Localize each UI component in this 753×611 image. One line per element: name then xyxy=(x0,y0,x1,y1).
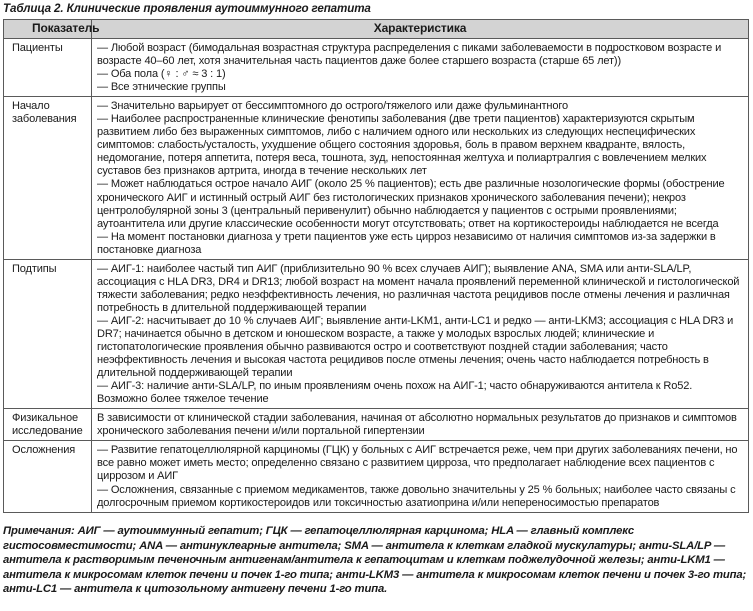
row-line: — Осложнения, связанные с приемом медикаментов, также довольно значительны у 25 % больных; наиболее часто связаны с долгосрочным приемом кортикостероидов или токсичностью азатиоприна и/или непереносимостью препаратов xyxy=(97,483,736,509)
table-row xyxy=(4,97,749,260)
row-label: Подтипы xyxy=(4,259,92,409)
table-row xyxy=(4,441,749,512)
table-header-row xyxy=(4,20,749,39)
row-label: Начало заболевания xyxy=(4,97,92,260)
notes-text: АИГ — аутоиммунный гепатит; ГЦК — гепатоцеллюлярная карцинома; HLA — главный комплекс гистосовместимости; ANA — антинуклеарные антитела; SMA — антитела к клеткам гладкой мускулатуры; анти-SLA/LP — антитела к растворимым печеночным антигенам/антитела к гепатоцитам и клеткам поджелудочной железы; анти-LKM1 — антитела к микросомам клеток печени и почек 1-го типа; анти-LKM3 — антитела к микросомам клеток печени и почек 3-го типа; анти-LC1 — антитела к цитозольному антигену печени 1-го типа. xyxy=(3,525,747,596)
row-line: — Любой возраст (бимодальная возрастная структура распределения с пиками заболеваемости в подростковом возрасте и возрасте 40–60 лет, хотя значительная часть пациентов даже более старшего возраста (старше 65 лет)) xyxy=(97,42,722,68)
table-row xyxy=(4,259,749,409)
row-line: — Значительно варьирует от бессимптомного до острого/тяжелого или даже фульминантного xyxy=(97,100,568,113)
header-characteristic: Характеристика xyxy=(92,20,749,39)
row-content xyxy=(92,97,749,260)
row-line: — АИГ-3: наличие анти-SLA/LP, по иным проявлениям очень похож на АИГ-1; часто обнаруживаются антитела к Ro52. Возможно более тяжелое течение xyxy=(97,380,693,406)
row-line: В зависимости от клинической стадии заболевания, начиная от абсолютно нормальных результатов до признаков и симптомов хронического заболевания печени и/или портальной гипертензии xyxy=(97,412,737,438)
row-label: Физикальное исследование xyxy=(4,409,92,441)
row-line: — Все этнические группы xyxy=(97,81,226,94)
table-caption: Таблица 2. Клинические проявления аутоиммунного гепатита xyxy=(3,2,371,15)
row-line: — Наиболее распространенные клинические фенотипы заболевания (две трети пациентов) характеризуются скрытым развитием либо без выраженных симптомов, либо с наличием одного или нескольких из следующих неспецифических симптомов: слабость/усталость, ухудшение общего состояния здоровья, боль в правом верхнем квадранте, вялость, недомогание, потеря аппетита, потеря веса, тошнота, зуд, непостоянная желтуха и полиартралгия с вовлечением мелких суставов без признаков артрита, иногда в течение нескольких лет xyxy=(97,113,707,178)
row-content xyxy=(92,259,749,409)
table-row xyxy=(4,39,749,97)
row-line: — Может наблюдаться острое начало АИГ (около 25 % пациентов); есть две различные нозологические формы (обострение хронического АИГ и истинный острый АИГ без гистологических признаков хронического заболевания печени); некроз центролобулярной зоны 3 (центральный перивенулит) обычно наблюдается у пациентов с острыми проявлениями; аутоантитела или другие классические особенности могут отсутствовать; ответ на кортикостероиды наблюдается не всегда xyxy=(97,178,725,230)
row-content xyxy=(92,39,749,97)
row-label: Осложнения xyxy=(4,441,92,512)
clinical-manifestations-table xyxy=(3,19,749,513)
row-content xyxy=(92,441,749,512)
table-row xyxy=(4,409,749,441)
table-notes xyxy=(3,524,749,597)
row-line: — АИГ-1: наиболее частый тип АИГ (приблизительно 90 % всех случаев АИГ); выявление ANA, SMA или анти-SLA/LP, ассоциация с HLA DR3, DR4 и DR13; любой возраст на момент начала проявлений переменной клинической и гистологической тяжести заболевания; редко неэффективность лечения, но различная частота рецидивов после отмены лечения и различная потребность в длительной поддерживающей терапии xyxy=(97,262,740,314)
row-content xyxy=(92,409,749,441)
row-label: Пациенты xyxy=(4,39,92,97)
notes-lead: Примечания: xyxy=(3,525,75,537)
header-parameter: Показатель xyxy=(4,20,92,39)
row-line: — Оба пола (♀ : ♂ ≈ 3 : 1) xyxy=(97,68,226,81)
row-line: — АИГ-2: насчитывает до 10 % случаев АИГ; выявление анти-LKM1, анти-LC1 и редко — анти-LKM3; ассоциация с HLA DR3 и DR7; начинается обычно в детском и юношеском возрасте, а также у молодых взрослых людей; клинические и гистопатологические проявления обычно развиваются остро и соответствуют поздней стадии заболевания; часто неэффективность лечения и высокая частота рецидивов после отмены лечения; очень часто наблюдается потребность в длительной поддерживающей терапии xyxy=(97,314,734,380)
row-line: — Развитие гепатоцеллюлярной карциномы (ГЦК) у больных с АИГ встречается реже, чем при других заболеваниях печени, но все равно может иметь место; определенно связано с развитием цирроза, что предполагает наблюдение всех пациентов с циррозом и АИГ xyxy=(97,444,738,483)
row-line: — На момент постановки диагноза у трети пациентов уже есть цирроз независимо от наличия симптомов из-за задержки в постановке диагноза xyxy=(97,230,716,256)
